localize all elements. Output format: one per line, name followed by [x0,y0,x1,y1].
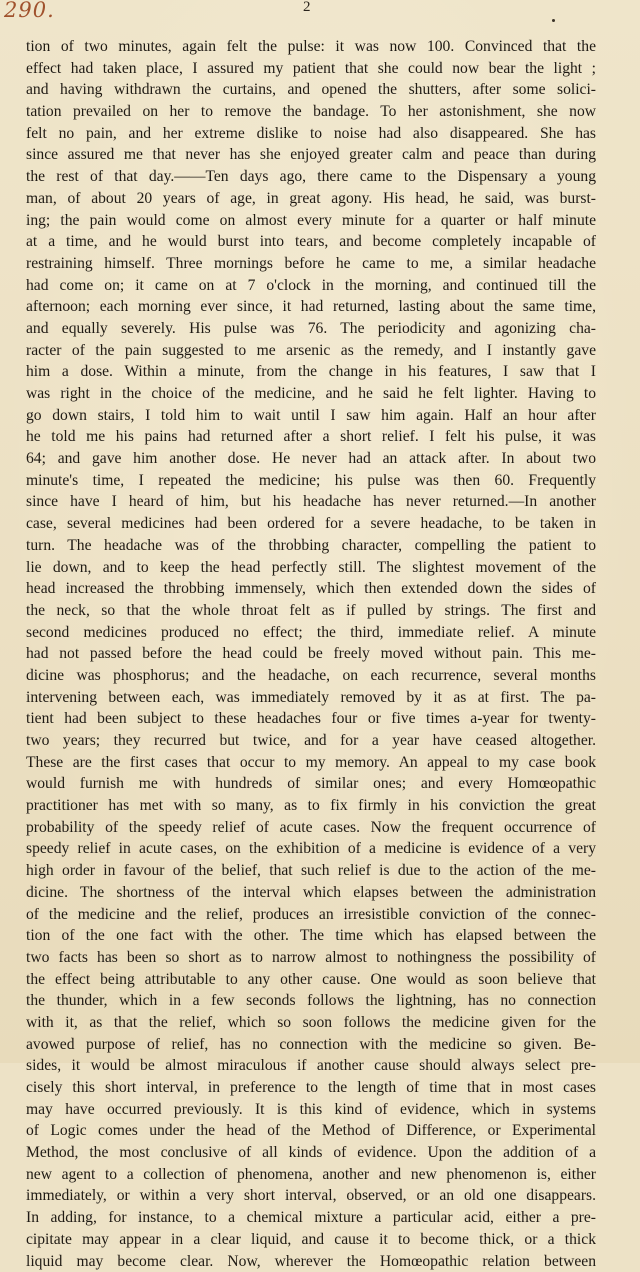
text-line: two years; they recurred but twice, and for a year have ceased altogether. [26,730,596,752]
text-line: intervening between each, was immediately removed by it as at first. The pa- [26,687,596,709]
text-line: new agent to a collection of phenomena, another and new phenomenon is, either [26,1164,596,1186]
text-line: and having withdrawn the curtains, and opened the shutters, after some solici- [26,79,596,101]
text-line: minute's time, I repeated the medicine; his pulse was then 60. Frequently [26,470,596,492]
text-line: afternoon; each morning ever since, it had returned, lasting about the same time, [26,296,596,318]
text-line: immediately, or within a very short interval, observed, or an old one disappears. [26,1185,596,1207]
text-line: since assured me that never has she enjoyed greater calm and peace than during [26,144,596,166]
text-line: had come on; it came on at 7 o'clock in the morning, and continued till the [26,275,596,297]
text-line: he told me his pains had returned after a short relief. I felt his pulse, it was [26,426,596,448]
text-line: cipitate may appear in a clear liquid, and cause it to become thick, or a thick [26,1229,596,1251]
text-line: him a dose. Within a minute, from the change in his features, I saw that I [26,361,596,383]
text-line: turn. The headache was of the throbbing character, compelling the patient to [26,535,596,557]
text-line: two facts has been so short as to narrow almost to nothingness the possibility of [26,947,596,969]
text-line: probability of the speedy relief of acute cases. Now the frequent occurrence of [26,817,596,839]
text-line: felt no pain, and her extreme dislike to noise had also disappeared. She has [26,123,596,145]
text-line: cisely this short interval, in preference to the length of time that in most cases [26,1077,596,1099]
text-line: the effect being attributable to any other cause. One would as soon believe that [26,969,596,991]
text-line: head increased the throbbing immensely, which then extended down the sides of [26,578,596,600]
text-line: man, of about 20 years of age, in great agony. His head, he said, was burst- [26,188,596,210]
text-line: practitioner has met with so many, as to fix firmly in his conviction the great [26,795,596,817]
text-line: In adding, for instance, to a chemical mixture a particular acid, either a pre- [26,1207,596,1229]
text-line: Method, the most conclusive of all kinds of evidence. Upon the addition of a [26,1142,596,1164]
text-line: go down stairs, I told him to wait until I saw him again. Half an hour after [26,405,596,427]
text-line: case, several medicines had been ordered for a severe headache, to be taken in [26,513,596,535]
text-line: was right in the choice of the medicine, and he said he felt lighter. Having to [26,383,596,405]
text-line: sides, it would be almost miraculous if another cause should always select pre- [26,1055,596,1077]
text-line: avowed purpose of relief, has no connection with the medicine so given. Be- [26,1034,596,1056]
text-line: the neck, so that the whole throat felt as if pulled by strings. The first and [26,600,596,622]
handwritten-margin-note: 290. [4,0,55,22]
text-line: the thunder, which in a few seconds follows the lightning, has no connection [26,990,596,1012]
text-line: tion of the one fact with the other. The time which has elapsed between the [26,925,596,947]
text-line: dicine. The shortness of the interval which elapses between the administration [26,882,596,904]
text-line: These are the first cases that occur to my memory. An appeal to my case book [26,752,596,774]
text-line: tion of two minutes, again felt the pulse: it was now 100. Convinced that the [26,36,596,58]
text-line: the rest of that day.——Ten days ago, there came to the Dispensary a young [26,166,596,188]
text-line: at a time, and he would burst into tears, and become completely incapable of [26,231,596,253]
text-line: tation prevailed on her to remove the bandage. To her astonishment, she now [26,101,596,123]
body-text [26,36,596,1272]
text-line: effect had taken place, I assured my patient that she could now bear the light ; [26,58,596,80]
text-line: 64; and gave him another dose. He never had an attack after. In about two [26,448,596,470]
text-line: would furnish me with hundreds of similar ones; and every Homœopathic [26,773,596,795]
text-line: tient had been subject to these headaches four or five times a-year for twenty- [26,708,596,730]
text-line: liquid may become clear. Now, wherever the Homœopathic relation between [26,1251,596,1272]
ink-speck [552,19,555,22]
text-line: had not passed before the head could be freely moved without pain. This me- [26,643,596,665]
text-line: lie down, and to keep the head perfectly still. The slightest movement of the [26,557,596,579]
text-line: with it, as that the relief, which so soon follows the medicine given for the [26,1012,596,1034]
text-line: restraining himself. Three mornings before he came to me, a similar headache [26,253,596,275]
text-line: second medicines produced no effect; the third, immediate relief. A minute [26,622,596,644]
text-line: of the medicine and the relief, produces an irresistible conviction of the connec- [26,904,596,926]
text-line: dicine was phosphorus; and the headache, on each recurrence, several months [26,665,596,687]
text-line: ing; the pain would come on almost every minute for a quarter or half minute [26,210,596,232]
text-line: of Logic comes under the head of the Method of Difference, or Experimental [26,1120,596,1142]
text-line: and equally severely. His pulse was 76. The periodicity and agonizing cha- [26,318,596,340]
text-line: racter of the pain suggested to me arsenic as the remedy, and I instantly gave [26,340,596,362]
text-line: since have I heard of him, but his headache has never returned.—In another [26,491,596,513]
text-line: high order in favour of the belief, that such relief is due to the action of the me- [26,860,596,882]
page-number: 2 [303,0,311,16]
text-line: speedy relief in acute cases, on the exhibition of a medicine is evidence of a very [26,838,596,860]
text-line: may have occurred previously. It is this kind of evidence, which in systems [26,1099,596,1121]
